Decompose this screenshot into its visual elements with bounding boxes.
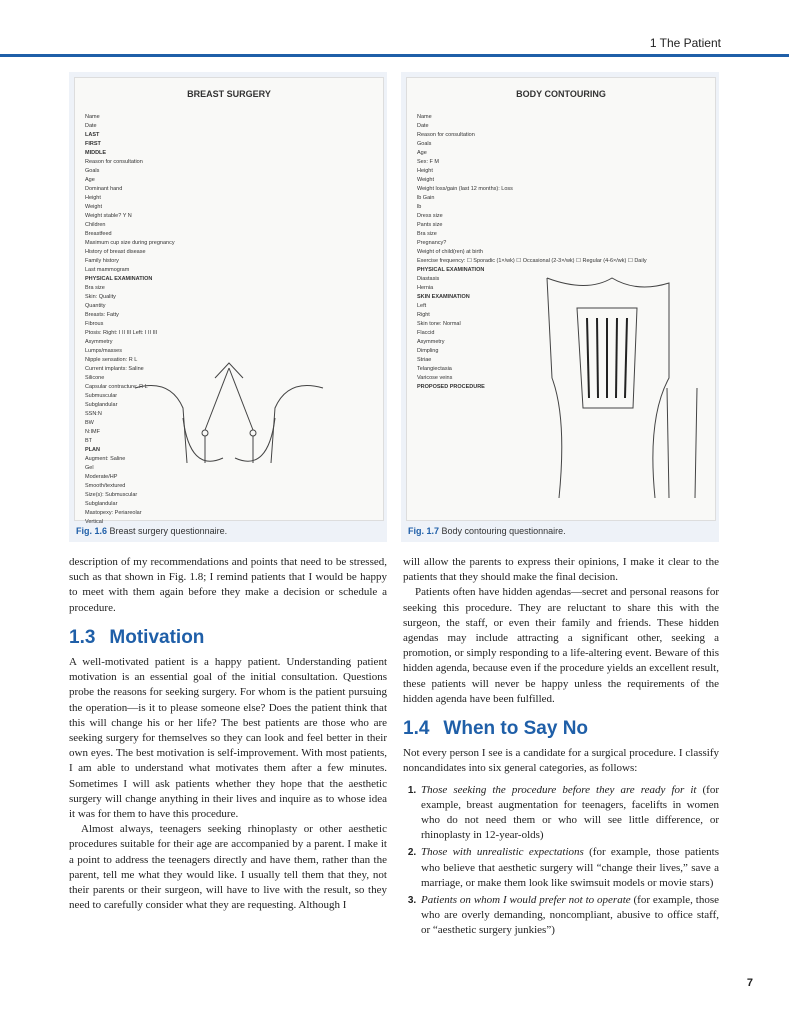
form-field-label: Last mammogram	[85, 267, 130, 273]
legs-outline	[667, 388, 697, 498]
noncandidate-list	[403, 783, 719, 939]
form-field-label: Nipple sensation: R L	[85, 357, 138, 363]
torso-outline-right	[271, 386, 323, 464]
form-field-label: Breasts: Fatty	[85, 312, 119, 318]
body-diagram	[407, 78, 715, 520]
list-item: 1. Those seeking the procedure before they are ready for it (for example, breast augmentation for teenagers, facelifts in women who do not need them or who will see little difference, or rhinoplasty in 12-year-olds)	[419, 783, 719, 844]
form-field-label: Diastasis	[417, 276, 440, 282]
form-field-label: Smooth/textured	[85, 483, 126, 489]
form-field-label: N:IMF	[85, 429, 100, 435]
form-field-label: Asymmetry	[85, 339, 113, 345]
form-field-label: Telangiectasia	[417, 366, 452, 372]
form-field-label: Fibrous	[85, 321, 104, 327]
list-item: 2. Those with unrealistic expectations (for example, those patients who believe that aesthetic surgery will “change their lives,” save a marriage, or make them look like swimsuit models or movie stars)	[419, 845, 719, 891]
form-field-label: Flaccid	[417, 330, 435, 336]
form-field-label: Age	[417, 150, 427, 156]
form-field-label: Subglandular	[85, 402, 118, 408]
paragraph: Not every person I see is a candidate for a surgical procedure. I classify noncandidates into six general categories, as follows:	[403, 747, 719, 775]
form-field-label: Weight of child(ren) at birth	[417, 249, 483, 255]
form-field-label: Pants size	[417, 222, 443, 228]
form-field-label: Goals	[417, 141, 432, 147]
section-heading: 1.3 Motivation	[69, 626, 205, 648]
form-field-label: Size(s): Submuscular	[85, 492, 138, 498]
form-field-label: Striae	[417, 357, 432, 363]
form-field-label: Asymmetry	[417, 339, 445, 345]
paragraph: Almost always, teenagers seeking rhinoplasty or other aesthetic procedures suitable for their age are accompanied by a parent. I make it a point to address the teenagers directly and have them, rather than the parent, tell me what they would like. I usually tell them that they, not their parents or their surgeon, will have to live with the result, so they need to carefully consider what they are requesting. Although I	[69, 823, 387, 912]
paragraph: description of my recommendations and points that need to be stressed, such as that shown in Fig. 1.8; I remind patients that I would be happy to meet with them again before they make a decision or schedule a procedure.	[69, 556, 387, 614]
body-contouring-form	[406, 77, 716, 521]
form-field-label: Capsular contracture: R L	[85, 384, 148, 390]
form-field-label: Mastopexy: Periareolar	[85, 510, 142, 516]
form-field-label: Date	[85, 123, 97, 129]
form-field-label: Dimpling	[417, 348, 439, 354]
form-field-label: Bra size	[417, 231, 437, 237]
paragraph: A well-motivated patient is a happy patient. Understanding patient motivation is an essential goal of the initial consultation. Questions probe the reasons for seeking surgery. For whom is the patient pursuing the operation—is it to please someone else? Does the patient think that this will change his or her life? The best patients are those who are seeking surgery for themselves so they can look and feel better in their own eyes. The best motivation is self-improvement. With most patients, I am able to understand what motivates them after a few minutes. Sometimes I will ask patients whether they hope that the aesthetic surgery will change anything in their lives and inquire as to whose idea it was for them to have this procedure.	[69, 656, 387, 821]
form-field-label: FIRST	[85, 141, 101, 147]
breast-surgery-form	[74, 77, 384, 525]
form-field-label: lb	[417, 204, 422, 210]
form-field-label: Children	[85, 222, 106, 228]
form-field-label: Height	[85, 195, 101, 201]
form-field-label: Reason for consultation	[417, 132, 475, 138]
form-field-label: Hernia	[417, 285, 434, 291]
form-field-label: PLAN	[85, 447, 100, 453]
form-field-label: Ptosis: Right: I II III Left: I II III	[85, 330, 158, 336]
breast-diagram	[75, 78, 383, 520]
neck-lines	[215, 363, 243, 378]
running-head: 1 The Patient	[649, 36, 721, 50]
paragraph: will allow the parents to express their opinions, I make it clear to the patients that they should make the final decision.	[403, 556, 719, 584]
nipple-right	[250, 430, 256, 436]
form-field-label: Age	[85, 177, 95, 183]
form-field-label: Maximum cup size during pregnancy	[85, 240, 175, 246]
form-field-label: BW	[85, 420, 94, 426]
form-field-label: Bra size	[85, 285, 105, 291]
form-field-label: Height	[417, 168, 433, 174]
form-field-label: Lumps/masses	[85, 348, 122, 354]
form-field-label: Name	[417, 114, 432, 120]
form-field-label: Right	[417, 312, 430, 318]
form-field-label: Silicone	[85, 375, 105, 381]
left-column	[69, 555, 387, 913]
page-number: 7	[746, 977, 753, 989]
form-field-label: SSN:N	[85, 411, 102, 417]
section-heading: 1.4 When to Say No	[403, 718, 589, 740]
form-field-label: Quantity	[85, 303, 106, 309]
right-column	[403, 555, 719, 941]
form-field-label: Submuscular	[85, 393, 118, 399]
form-field-label: lb Gain	[417, 195, 435, 201]
form-field-label: Goals	[85, 168, 100, 174]
form-field-label: Sex: F M	[417, 159, 440, 165]
form-field-label: PHYSICAL EXAMINATION	[85, 276, 153, 282]
figure-body-contouring	[401, 72, 719, 542]
form-field-label: Breastfeed	[85, 231, 112, 237]
form-field-label: Augment: Saline	[85, 456, 126, 462]
form-field-label: LAST	[85, 132, 100, 138]
form-field-label: BT	[85, 438, 93, 444]
form-field-label: Weight stable? Y N	[85, 213, 132, 219]
form-field-label: Varicose veins	[417, 375, 453, 381]
form-field-label: Date	[417, 123, 429, 129]
form-title: BODY CONTOURING	[516, 89, 606, 99]
nipple-left	[202, 430, 208, 436]
form-field-label: Exercise frequency: ☐ Sporadic (1×/wk) ☐ Occasional (2-3×/wk) ☐ Regular (4-6×/wk) ☐ Daily	[417, 258, 647, 264]
form-field-label: Weight	[417, 177, 435, 183]
form-field-label: Subglandular	[85, 501, 118, 507]
form-field-label: Dominant hand	[85, 186, 123, 192]
form-field-label: Reason for consultation	[85, 159, 143, 165]
form-field-label: PROPOSED PROCEDURE	[417, 384, 485, 390]
paragraph: Patients often have hidden agendas—secret and personal reasons for seeking this procedure. They are reluctant to share this with the surgeon, the staff, or even their family and friends. These hidden agendas may include attracting a significant other, seeking a promotion, or simply responding to a life-altering event. Beware of this hidden agenda, because even if the procedure yields an excellent result, these patients will never be happy unless the requirements of the hidden agenda have been fulfilled.	[403, 586, 719, 705]
figure-caption: Fig. 1.7 Body contouring questionnaire.	[408, 526, 566, 536]
figure-breast-surgery	[69, 72, 387, 542]
form-field-label: Dress size	[417, 213, 443, 219]
form-field-label: Skin tone: Normal	[417, 321, 461, 327]
breast-right	[235, 418, 275, 461]
form-field-label: Left	[417, 303, 427, 309]
form-field-label: Current implants: Saline	[85, 366, 144, 372]
form-field-label: Weight loss/gain (last 12 months): Loss	[417, 186, 513, 192]
torso-outline-left	[135, 386, 187, 464]
form-field-label: History of breast disease	[85, 249, 146, 255]
form-field-label: Family history	[85, 258, 119, 264]
form-field-label: SKIN EXAMINATION	[417, 294, 470, 300]
figure-caption: Fig. 1.6 Breast surgery questionnaire.	[76, 526, 228, 536]
form-field-label: Gel	[85, 465, 94, 471]
form-field-label: Skin: Quality	[85, 294, 116, 300]
list-item: 3. Patients on whom I would prefer not to operate (for example, those who are overly demanding, noncompliant, abusive to office staff, or “aesthetic surgery junkies”)	[419, 893, 719, 939]
form-field-label: Vertical	[85, 519, 104, 525]
form-field-label: MIDDLE	[85, 150, 107, 156]
form-field-label: Moderate/HP	[85, 474, 118, 480]
form-field-label: Pregnancy?	[417, 240, 447, 246]
breast-left	[183, 418, 223, 461]
form-field-label: Weight	[85, 204, 103, 210]
form-field-label: Name	[85, 114, 100, 120]
form-field-label: PHYSICAL EXAMINATION	[417, 267, 485, 273]
header-rule	[0, 54, 789, 57]
form-title: BREAST SURGERY	[187, 89, 271, 99]
